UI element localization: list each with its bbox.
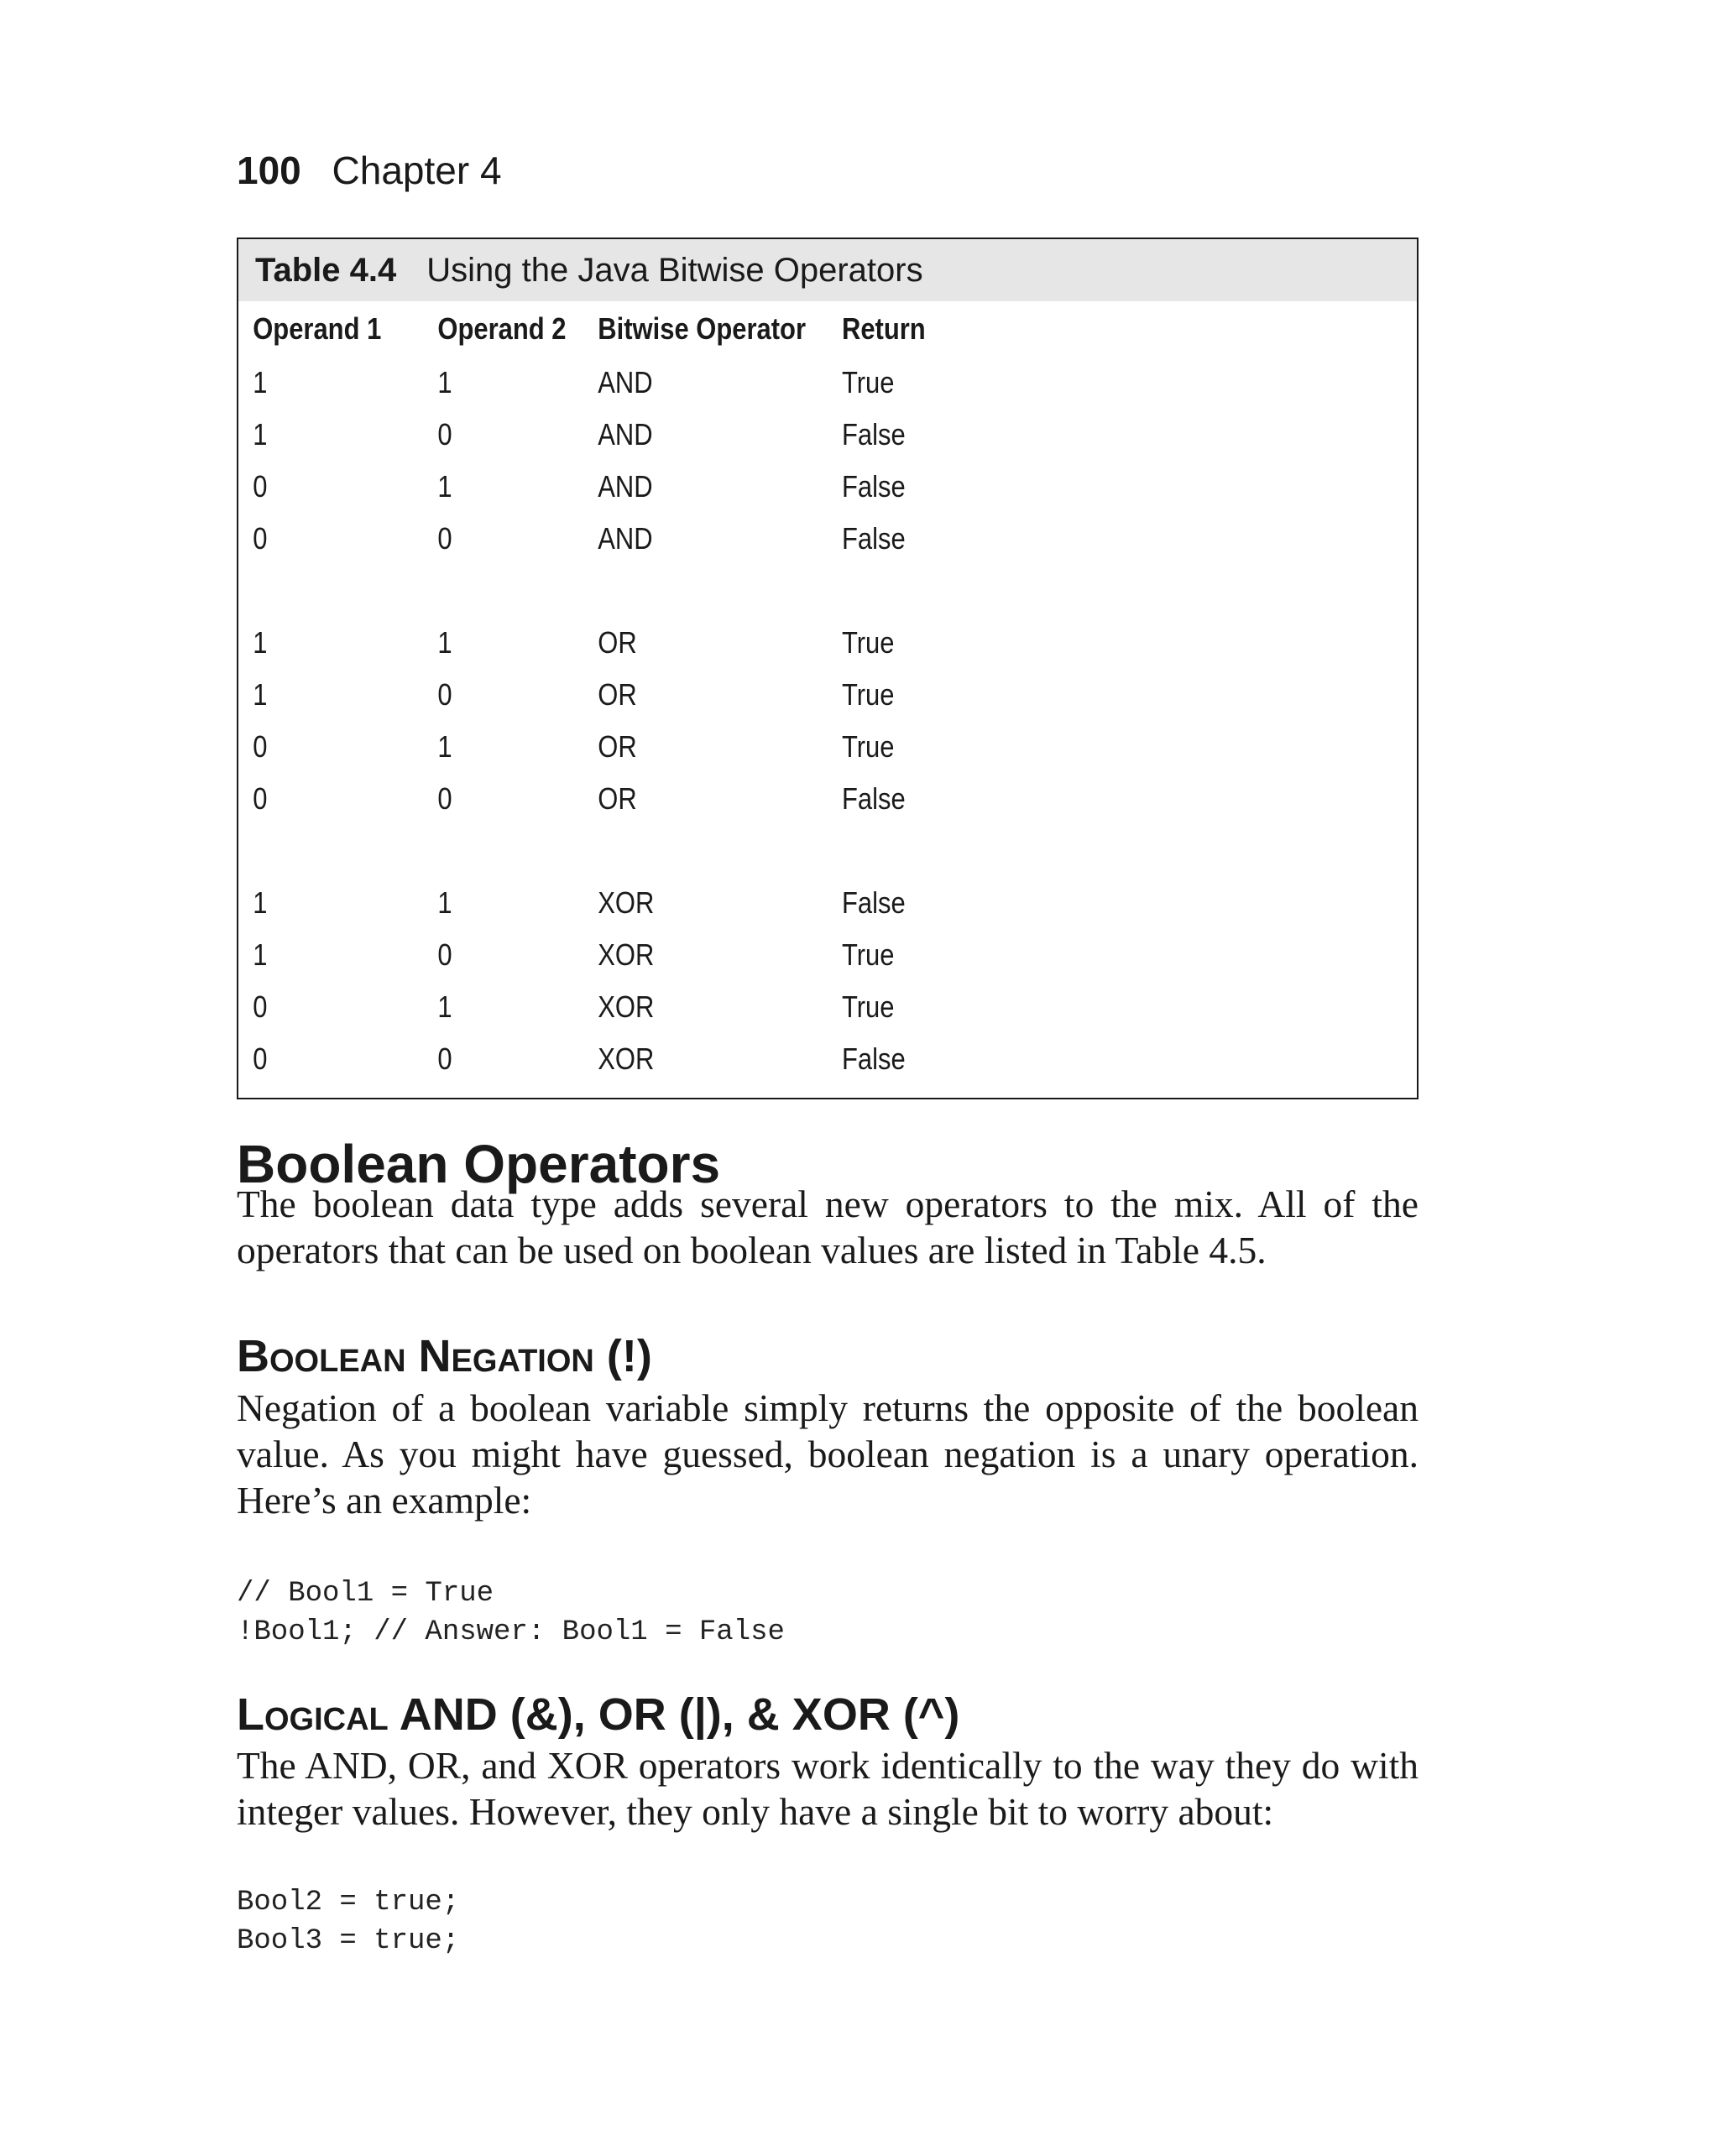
table-title: Using the Java Bitwise Operators <box>426 251 923 289</box>
table-cell: 1 <box>437 885 452 920</box>
chapter-label: Chapter 4 <box>332 149 502 192</box>
table-cell: True <box>841 365 895 399</box>
code-line: Bool3 = true; <box>237 1925 460 1957</box>
table-cell: True <box>841 625 895 660</box>
table-row <box>238 617 1251 669</box>
table-row <box>238 877 1251 929</box>
table-cell: False <box>841 521 906 556</box>
table-cell: 1 <box>253 417 268 452</box>
table-cell: XOR <box>598 989 655 1024</box>
row-gap <box>238 825 1417 877</box>
subheading-boolean-negation: Boolean Negation (!) <box>237 1331 652 1381</box>
column-header: Bitwise Operator <box>598 311 807 346</box>
table-cell: 1 <box>253 365 268 399</box>
table-cell: False <box>841 885 906 920</box>
table-cell: False <box>841 781 906 816</box>
table-cell: XOR <box>598 1041 655 1076</box>
table-cell: 1 <box>437 625 452 660</box>
page-number: 100 <box>237 149 301 192</box>
table-cell: False <box>841 1041 906 1076</box>
table-row <box>238 1033 1251 1085</box>
table-cell: 0 <box>253 469 268 504</box>
table-cell: True <box>841 937 895 972</box>
table-cell: True <box>841 989 895 1024</box>
table-cell: 0 <box>437 1041 452 1076</box>
table-cell: 0 <box>253 521 268 556</box>
table-row <box>238 513 1251 565</box>
bitwise-operators-table <box>237 238 1419 1099</box>
table-cell: 0 <box>437 937 452 972</box>
table-cell: 1 <box>253 677 268 712</box>
table-cell: False <box>841 469 906 504</box>
table-row <box>238 929 1251 981</box>
table-cell: 1 <box>253 885 268 920</box>
table-cell: AND <box>598 365 653 399</box>
subheading-logical-operators: Logical AND (&), OR (|), & XOR (^) <box>237 1689 960 1740</box>
table-cell: OR <box>598 781 637 816</box>
table-cell: 0 <box>253 781 268 816</box>
table-cell: AND <box>598 469 653 504</box>
table-row <box>238 981 1251 1033</box>
table-cell: 0 <box>437 677 452 712</box>
table-cell: 0 <box>437 417 452 452</box>
table-cell: 1 <box>437 989 452 1024</box>
code-line: !Bool1; // Answer: Bool1 = False <box>237 1616 785 1648</box>
table-cell: OR <box>598 677 637 712</box>
table-cell: XOR <box>598 937 655 972</box>
table-cell: 1 <box>437 469 452 504</box>
column-header: Operand 1 <box>253 311 382 346</box>
negation-paragraph: Negation of a boolean variable simply returns the opposite of the boolean value. As you might have guessed, boolean negation is a unary operation. Here’s an example: <box>237 1386 1419 1522</box>
column-header: Return <box>841 311 926 346</box>
table-cell: 0 <box>253 989 268 1024</box>
table-cell: XOR <box>598 885 655 920</box>
table-cell: OR <box>598 625 637 660</box>
table-cell: 0 <box>437 521 452 556</box>
table-cell: True <box>841 677 895 712</box>
table-cell: 0 <box>253 1041 268 1076</box>
section-heading-boolean-operators: Boolean Operators <box>237 1134 721 1194</box>
table-cell: AND <box>598 521 653 556</box>
table-caption <box>238 239 1417 301</box>
table-row <box>238 669 1251 721</box>
column-header: Operand 2 <box>437 311 567 346</box>
table-cell: 0 <box>253 729 268 764</box>
table-row <box>238 461 1251 513</box>
code-line: Bool2 = true; <box>237 1887 460 1918</box>
table-cell: 1 <box>253 625 268 660</box>
table-cell: 1 <box>253 937 268 972</box>
table-cell: AND <box>598 417 653 452</box>
table-cell: False <box>841 417 906 452</box>
table-label: Table 4.4 <box>255 251 397 289</box>
table-row <box>238 357 1251 409</box>
table-cell: True <box>841 729 895 764</box>
section-intro-paragraph: The boolean data type adds several new operators to the mix. All of the operators that can be used on boolean values are listed in Table 4.5. <box>237 1182 1419 1271</box>
table-cell: OR <box>598 729 637 764</box>
table-row <box>238 721 1251 773</box>
table-cell: 0 <box>437 781 452 816</box>
table-row <box>238 773 1251 825</box>
running-head <box>237 143 502 198</box>
table-header-row <box>238 301 1251 357</box>
table-cell: 1 <box>437 365 452 399</box>
logical-paragraph: The AND, OR, and XOR operators work identically to the way they do with integer values. However, they only have a single bit to worry about: <box>237 1744 1419 1833</box>
code-line: // Bool1 = True <box>237 1578 494 1610</box>
row-gap <box>238 565 1417 617</box>
table-row <box>238 409 1251 461</box>
table-cell: 1 <box>437 729 452 764</box>
